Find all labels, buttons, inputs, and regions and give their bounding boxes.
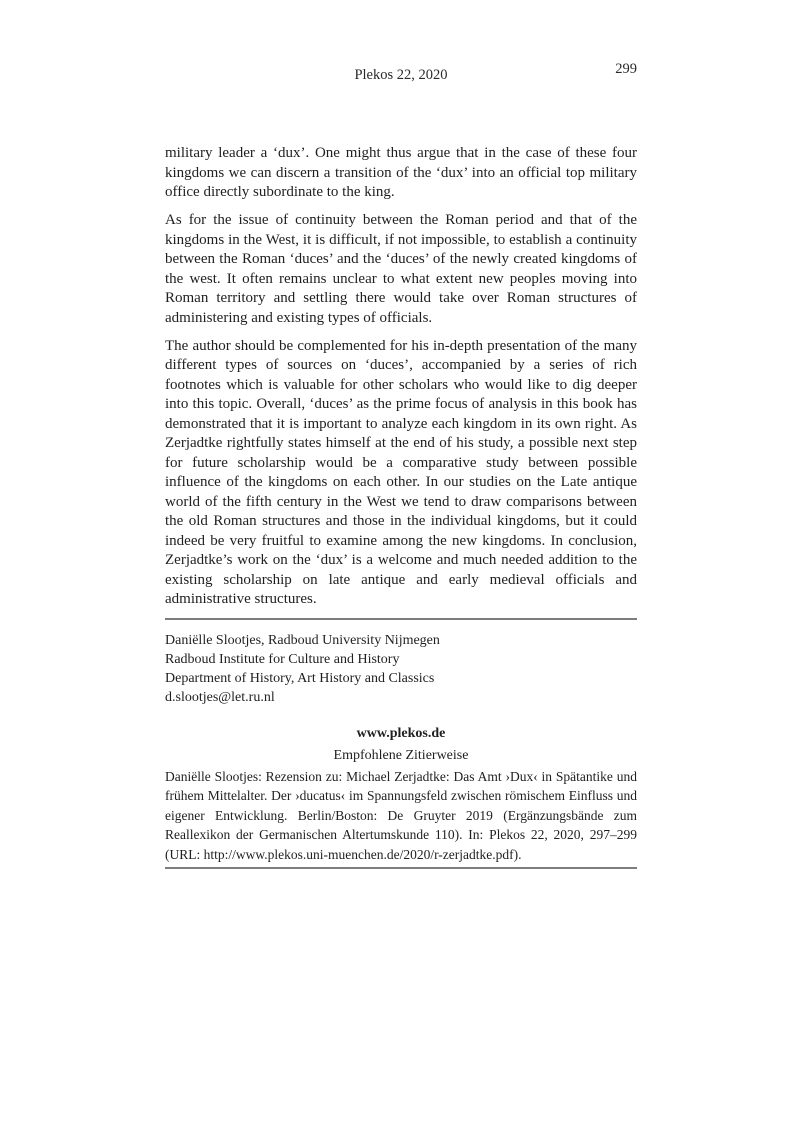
article-body [165,144,637,610]
author-name-affiliation: Daniëlle Slootjes, Radboud University Nijmegen [165,633,440,648]
author-email: d.slootjes@let.ru.nl [165,690,275,705]
body-paragraph-1: military leader a ‘dux’. One might thus argue that in the case of these four kingdoms we can discern a transition of the ‘dux’ into an official top military office directly subordinate to the king. [165,145,637,200]
running-title: Plekos 22, 2020 [354,67,448,83]
citation-heading: Empfohlene Zitierweise [333,748,469,763]
author-signature-block [165,631,637,707]
author-department: Department of History, Art History and Classics [165,671,435,686]
citation-text: Daniëlle Slootjes: Rezension zu: Michael Zerjadtke: Das Amt ›Dux‹ in Spätantike und frühem Mittelalter. Der ›ducatus‹ im Spannungsfeld zwischen römischem Einfluss und eigener Entwicklung. Berlin/Boston: De Gruyter 2019 (Ergänzungsbände zum Reallexikon der Germanischen Altertumskunde 110). In: Plekos 22, 2020, 297–299 (URL: http://www.plekos.uni-muenchen.de/2020/r-zerjadtke.pdf). [165,769,637,862]
page-number: 299 [615,61,637,77]
citation-block [165,724,637,864]
journal-website: www.plekos.de [356,726,446,741]
divider-bottom [165,867,637,869]
author-institute: Radboud Institute for Culture and History [165,652,400,667]
body-paragraph-3: The author should be complemented for his in-depth presentation of the many different types of sources on ‘duces’, accompanied by a series of rich footnotes which is valuable for other scholars who would like to dig deeper into this topic. Overall, ‘duces’ as the prime focus of analysis in this book has demonstrated that it is important to analyze each kingdom in its own right. As Zerjadtke rightfully states himself at the end of his study, a possible next step for future scholarship would be a comparative study between possible influence of the kingdoms on each other. In our studies on the Late antique world of the fifth century in the West we tend to draw comparisons between the old Roman structures and those in the individual kingdoms, but it could indeed be very fruitful to examine among the new kingdoms. In conclusion, Zerjadtke’s work on the ‘dux’ is a welcome and much needed addition to the existing scholarship on late antique and early medieval officials and administrative structures. [165,337,637,607]
body-paragraph-2: As for the issue of continuity between the Roman period and that of the kingdoms in the West, it is difficult, if not impossible, to establish a continuity between the Roman ‘duces’ and the ‘duces’ of the newly created kingdoms of the west. It often remains unclear to what extent new peoples moving into Roman territory and settling there would take over Roman structures of administering and existing types of officials. [165,212,637,326]
page-header [165,61,637,84]
divider-top [165,618,637,620]
